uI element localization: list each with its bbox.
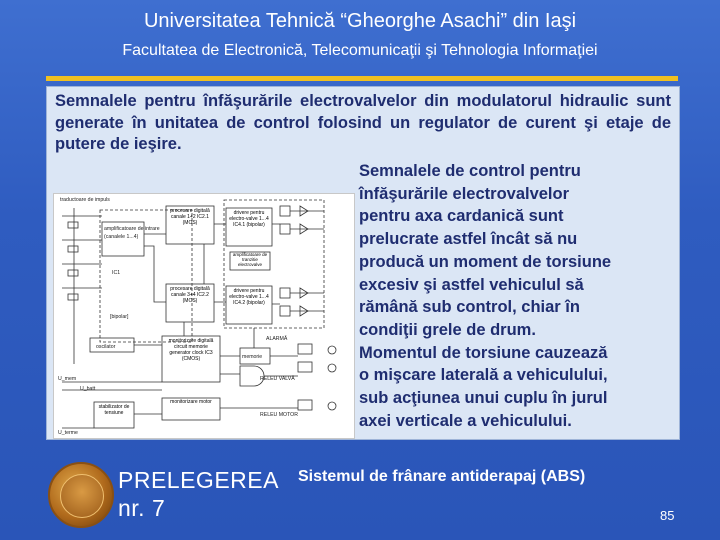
side-line: prelucrate astfel încât să nu bbox=[359, 230, 578, 249]
university-title: Universitatea Tehnică “Gheorghe Asachi” din Iaşi bbox=[143, 10, 577, 32]
side-line: excesiv şi astfel vehiculul să bbox=[359, 275, 584, 294]
proc12-label: procesare digitală canale 1+2 IC2.1 (MOS) bbox=[170, 208, 210, 226]
stabilizer-label: stabilizator de tensiune bbox=[98, 404, 130, 416]
amp-out-label: amplificatoare de tranzitie electrovalve bbox=[232, 252, 268, 267]
oscillator-label: oscilator bbox=[96, 344, 116, 350]
lecture-title: PRELEGEREA bbox=[118, 467, 279, 493]
side-line: sub acţiunea unui cuplu în jurul bbox=[359, 389, 608, 408]
monitor-label: monitorizare digitală circuit memorie generator clock IC3 (CMOS) bbox=[168, 338, 214, 362]
relay-motor-label: RELEU MOTOR bbox=[260, 412, 298, 418]
u-term-label: U_terme bbox=[58, 430, 78, 436]
relay-valve-label: RELEU VALVĂ bbox=[260, 376, 295, 382]
alarm-label: ALARMĂ bbox=[266, 336, 288, 342]
lecture-number: nr. 7 bbox=[118, 495, 166, 521]
content-panel bbox=[46, 86, 680, 440]
ic1-label: IC1 bbox=[112, 270, 121, 276]
side-line: producă un moment de torsiune bbox=[359, 252, 612, 271]
page-number: 85 bbox=[660, 508, 675, 523]
side-line: Semnalele de control pentru bbox=[359, 162, 581, 180]
intro-paragraph: Semnalele pentru înfăşurările electrovalvelor din modulatorul hidraulic sunt generate în unitatea de control folosind un regulator de curent şi etaje de putere de ieşire. bbox=[55, 92, 671, 153]
driver2-label: drivere pentru electro-valve 1...4 IC4.2 (bipolar) bbox=[229, 288, 269, 306]
subject-title: Sistemul de frânare antiderapaj (ABS) bbox=[298, 468, 586, 485]
side-paragraph bbox=[359, 160, 677, 432]
side-line: axei verticale a vehiculului. bbox=[359, 411, 572, 430]
abs-block-diagram bbox=[53, 193, 355, 439]
driver1-label: drivere pentru electro-valve 1...4 IC4.1 (bipolar) bbox=[229, 210, 269, 228]
side-line: înfăşurările electrovalvelor bbox=[359, 184, 570, 203]
header-divider bbox=[46, 76, 678, 81]
proc34-label: procesare digitală canale 3+4 IC2.2 (MOS) bbox=[170, 286, 210, 304]
side-line: condiţii grele de drum. bbox=[359, 320, 536, 339]
monitor-motor-label: monitorizare motor bbox=[170, 399, 212, 405]
university-seal-logo bbox=[48, 462, 114, 528]
side-line: Momentul de torsiune cauzează bbox=[359, 343, 608, 362]
bipolar-label: [bipolar] bbox=[110, 314, 129, 320]
side-line: pentru axa cardanică sunt bbox=[359, 207, 564, 226]
lecture-label bbox=[118, 466, 279, 522]
seal-portrait bbox=[60, 474, 104, 518]
u-batt-label: U_batt bbox=[80, 386, 96, 392]
u-mem-label: U_mem bbox=[58, 376, 77, 382]
side-line: o mişcare laterală a vehiculului, bbox=[359, 366, 608, 385]
faculty-title: Facultatea de Electronică, Telecomunicaţii şi Tehnologia Informaţiei bbox=[122, 42, 598, 59]
sensors-label: traductoare de impuls bbox=[60, 197, 110, 203]
amp-channels-label: (canalele 1...4) bbox=[104, 234, 139, 240]
memory-label: memorie bbox=[242, 354, 263, 360]
side-line: rămână sub control, chiar în bbox=[359, 298, 580, 317]
amp-label: amplificatoare de intrare bbox=[104, 226, 160, 232]
